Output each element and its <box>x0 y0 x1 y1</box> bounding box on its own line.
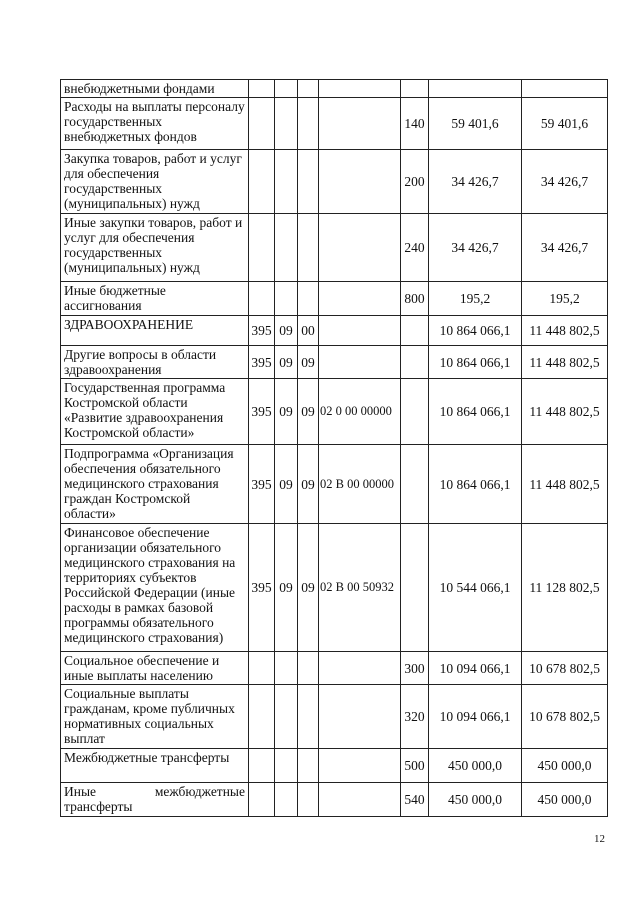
amount-year2-cell <box>522 346 608 379</box>
amount-year1-cell-text: 10 864 066,1 <box>439 476 511 492</box>
row-name-cell-text: Подпрограмма «Организация обеспечения обязательного медицинского страхования граждан Костромской области» <box>64 446 234 521</box>
expense-type-cell <box>401 98 429 150</box>
row-name-cell <box>61 652 249 685</box>
subsection-code-cell-text: 00 <box>301 323 315 338</box>
expense-type-cell <box>401 652 429 685</box>
amount-year1-cell-text: 450 000,0 <box>448 792 502 807</box>
amount-year1-cell <box>429 685 522 749</box>
ministry-code-cell <box>249 316 275 346</box>
amount-year2-cell-text: 11 448 802,5 <box>529 476 600 492</box>
amount-year1-cell <box>429 80 522 98</box>
row-name-cell <box>61 379 249 445</box>
row-name-cell-text: ЗДРАВООХРАНЕНИЕ <box>64 317 194 332</box>
expense-type-cell <box>401 282 429 316</box>
amount-year1-cell-text: 10 864 066,1 <box>439 354 511 370</box>
subsection-code-cell <box>298 316 319 346</box>
subsection-code-cell <box>298 346 319 379</box>
target-article-cell <box>319 685 401 749</box>
amount-year2-cell <box>522 214 608 282</box>
table-row <box>61 214 608 282</box>
amount-year1-cell <box>429 652 522 685</box>
subsection-code-cell <box>298 98 319 150</box>
ministry-code-cell <box>249 282 275 316</box>
expense-type-cell <box>401 749 429 783</box>
amount-year2-cell-text: 11 448 802,5 <box>529 404 600 419</box>
subsection-code-cell <box>298 150 319 214</box>
row-name-cell <box>61 98 249 150</box>
expense-type-cell-text: 500 <box>404 758 425 773</box>
amount-year2-cell <box>522 150 608 214</box>
subsection-code-cell <box>298 652 319 685</box>
expense-type-cell-text: 200 <box>404 174 425 189</box>
section-code-cell <box>275 316 298 346</box>
table-row <box>61 685 608 749</box>
row-name-cell <box>61 783 249 817</box>
row-name-cell <box>61 80 249 98</box>
section-code-cell <box>275 445 298 524</box>
amount-year1-cell <box>429 150 522 214</box>
row-name-cell-text: Другие вопросы в области здравоохранения <box>64 347 217 377</box>
amount-year2-cell-text: 11 448 802,5 <box>529 323 600 338</box>
amount-year1-cell <box>429 98 522 150</box>
target-article-cell <box>319 282 401 316</box>
row-name-cell <box>61 524 249 652</box>
target-article-cell-text: 02 0 00 00000 <box>320 404 392 418</box>
section-code-cell <box>275 379 298 445</box>
ministry-code-cell <box>249 80 275 98</box>
target-article-cell <box>319 783 401 817</box>
row-name-cell-text: Межбюджетные трансферты <box>64 750 230 765</box>
ministry-code-cell <box>249 150 275 214</box>
target-article-cell <box>319 346 401 379</box>
ministry-code-cell-text: 395 <box>251 404 272 419</box>
expense-type-cell <box>401 346 429 379</box>
target-article-cell <box>319 524 401 652</box>
expense-type-cell-text: 300 <box>404 660 425 676</box>
subsection-code-cell-text: 09 <box>301 580 315 595</box>
ministry-code-cell <box>249 685 275 749</box>
amount-year2-cell-text: 11 128 802,5 <box>529 580 600 595</box>
table-row <box>61 783 608 817</box>
amount-year1-cell <box>429 749 522 783</box>
target-article-cell <box>319 379 401 445</box>
target-article-cell <box>319 214 401 282</box>
amount-year2-cell-text: 10 678 802,5 <box>529 709 600 724</box>
table-row <box>61 749 608 783</box>
section-code-cell <box>275 749 298 783</box>
amount-year1-cell <box>429 379 522 445</box>
amount-year2-cell <box>522 98 608 150</box>
section-code-cell <box>275 150 298 214</box>
section-code-cell <box>275 282 298 316</box>
row-name-cell-text: Социальные выплаты гражданам, кроме публичных нормативных социальных выплат <box>64 686 235 746</box>
amount-year2-cell-text: 450 000,0 <box>537 792 592 807</box>
expense-type-cell-text: 140 <box>404 116 425 131</box>
subsection-code-cell-text: 09 <box>301 354 315 370</box>
row-name-cell <box>61 214 249 282</box>
amount-year1-cell-text: 10 094 066,1 <box>439 709 511 724</box>
ministry-code-cell <box>249 379 275 445</box>
amount-year2-cell <box>522 379 608 445</box>
amount-year1-cell <box>429 445 522 524</box>
amount-year1-cell-text: 59 401,6 <box>451 116 499 131</box>
target-article-cell <box>319 80 401 98</box>
ministry-code-cell <box>249 652 275 685</box>
row-name-cell-text: Иные бюджетные ассигнования <box>64 283 166 313</box>
amount-year1-cell-text: 34 426,7 <box>451 240 499 255</box>
table-row <box>61 379 608 445</box>
amount-year1-cell <box>429 783 522 817</box>
section-code-cell <box>275 346 298 379</box>
table-row <box>61 445 608 524</box>
ministry-code-cell-text: 395 <box>251 580 272 595</box>
target-article-cell <box>319 652 401 685</box>
target-article-cell <box>319 445 401 524</box>
section-code-cell <box>275 652 298 685</box>
section-code-cell-text: 09 <box>279 323 293 338</box>
row-name-cell-text: Иные закупки товаров, работ и услуг для обеспечения государственных (муниципальных) нужд <box>64 215 243 275</box>
budget-table <box>60 79 608 817</box>
amount-year1-cell-text: 10 864 066,1 <box>439 323 511 338</box>
target-article-cell <box>319 150 401 214</box>
ministry-code-cell <box>249 783 275 817</box>
target-article-cell <box>319 316 401 346</box>
section-code-cell <box>275 685 298 749</box>
ministry-code-cell <box>249 98 275 150</box>
amount-year2-cell <box>522 80 608 98</box>
expense-type-cell-text: 240 <box>404 240 425 255</box>
amount-year1-cell-text: 10 094 066,1 <box>439 660 511 676</box>
section-code-cell <box>275 524 298 652</box>
subsection-code-cell <box>298 445 319 524</box>
expense-type-cell <box>401 524 429 652</box>
table-row <box>61 316 608 346</box>
expense-type-cell-text: 540 <box>404 792 425 807</box>
amount-year1-cell-text: 195,2 <box>459 291 491 306</box>
ministry-code-cell-text: 395 <box>251 323 272 338</box>
amount-year2-cell-text: 10 678 802,5 <box>529 660 600 676</box>
ministry-code-cell <box>249 749 275 783</box>
expense-type-cell <box>401 783 429 817</box>
ministry-code-cell <box>249 346 275 379</box>
table-body <box>61 80 608 817</box>
row-name-cell-text: Социальное обеспечение и иные выплаты населению <box>64 653 220 683</box>
target-article-cell <box>319 98 401 150</box>
amount-year2-cell <box>522 282 608 316</box>
amount-year2-cell-text: 450 000,0 <box>537 758 592 773</box>
amount-year1-cell-text: 450 000,0 <box>448 758 502 773</box>
amount-year2-cell <box>522 524 608 652</box>
amount-year1-cell-text: 34 426,7 <box>451 174 499 189</box>
subsection-code-cell <box>298 783 319 817</box>
amount-year1-cell <box>429 524 522 652</box>
subsection-code-cell <box>298 749 319 783</box>
amount-year2-cell-text: 34 426,7 <box>540 240 589 255</box>
table-row <box>61 150 608 214</box>
subsection-code-cell <box>298 282 319 316</box>
amount-year1-cell <box>429 282 522 316</box>
subsection-code-cell <box>298 80 319 98</box>
row-name-cell <box>61 282 249 316</box>
section-code-cell-text: 09 <box>279 476 293 492</box>
subsection-code-cell <box>298 379 319 445</box>
ministry-code-cell <box>249 214 275 282</box>
amount-year1-cell <box>429 346 522 379</box>
row-name-cell-text: Финансовое обеспечение организации обязательного медицинского страхования на территориях субъектов Российской Федерации (иные расходы в рамках базовой программы обязательного медицинского страхования) <box>64 525 236 645</box>
row-name-cell <box>61 150 249 214</box>
section-code-cell-text: 09 <box>279 354 293 370</box>
ministry-code-cell-text: 395 <box>251 476 272 492</box>
table-row <box>61 346 608 379</box>
expense-type-cell <box>401 214 429 282</box>
amount-year2-cell-text: 34 426,7 <box>540 174 589 189</box>
target-article-cell-text: 02 В 00 50932 <box>320 580 394 594</box>
page-number: 12 <box>594 833 605 845</box>
amount-year2-cell-text: 59 401,6 <box>540 116 589 131</box>
amount-year1-cell-text: 10 544 066,1 <box>439 580 511 595</box>
row-name-cell <box>61 316 249 346</box>
expense-type-cell <box>401 379 429 445</box>
subsection-code-cell <box>298 524 319 652</box>
row-name-cell-text: Закупка товаров, работ и услуг для обеспечения государственных (муниципальных) нужд <box>64 151 242 211</box>
ministry-code-cell <box>249 445 275 524</box>
amount-year1-cell <box>429 214 522 282</box>
subsection-code-cell-text: 09 <box>301 476 315 492</box>
row-name-cell <box>61 685 249 749</box>
subsection-code-cell <box>298 214 319 282</box>
subsection-code-cell-text: 09 <box>301 404 315 419</box>
table-row <box>61 652 608 685</box>
section-code-cell <box>275 214 298 282</box>
expense-type-cell-text: 800 <box>404 291 425 306</box>
section-code-cell-text: 09 <box>279 404 293 419</box>
amount-year2-cell-text: 195,2 <box>549 291 580 306</box>
section-code-cell <box>275 783 298 817</box>
expense-type-cell-text: 320 <box>404 709 425 724</box>
amount-year2-cell <box>522 652 608 685</box>
row-name-cell <box>61 445 249 524</box>
row-name-cell-text: внебюджетными фондами <box>64 81 215 96</box>
row-name-cell-text: Иные межбюджетные трансферты <box>64 784 245 814</box>
amount-year2-cell <box>522 316 608 346</box>
section-code-cell-text: 09 <box>279 580 293 595</box>
table-row <box>61 80 608 98</box>
row-name-cell <box>61 346 249 379</box>
expense-type-cell <box>401 80 429 98</box>
target-article-cell-text: 02 В 00 00000 <box>320 476 394 491</box>
section-code-cell <box>275 80 298 98</box>
amount-year2-cell <box>522 783 608 817</box>
target-article-cell <box>319 749 401 783</box>
table-row <box>61 98 608 150</box>
table-row <box>61 524 608 652</box>
table-row <box>61 282 608 316</box>
expense-type-cell <box>401 150 429 214</box>
amount-year2-cell <box>522 445 608 524</box>
row-name-cell-text: Расходы на выплаты персоналу государственных внебюджетных фондов <box>64 99 245 144</box>
ministry-code-cell-text: 395 <box>251 354 272 370</box>
amount-year1-cell-text: 10 864 066,1 <box>439 404 511 419</box>
expense-type-cell <box>401 445 429 524</box>
expense-type-cell <box>401 685 429 749</box>
expense-type-cell <box>401 316 429 346</box>
row-name-cell <box>61 749 249 783</box>
subsection-code-cell <box>298 685 319 749</box>
amount-year2-cell-text: 11 448 802,5 <box>529 354 600 370</box>
ministry-code-cell <box>249 524 275 652</box>
amount-year2-cell <box>522 685 608 749</box>
amount-year2-cell <box>522 749 608 783</box>
amount-year1-cell <box>429 316 522 346</box>
section-code-cell <box>275 98 298 150</box>
row-name-cell-text: Государственная программа Костромской области «Развитие здравоохранения Костромской области» <box>64 380 226 440</box>
